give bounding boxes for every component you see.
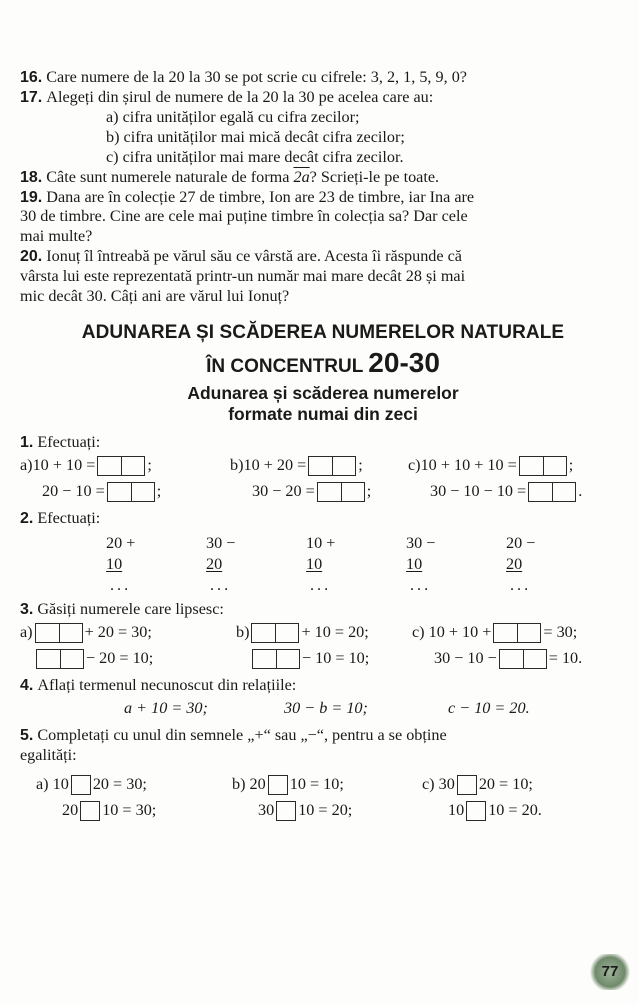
column-operation: 20 − 20 ...: [506, 533, 536, 594]
problem-19-line3: mai multe?: [20, 227, 93, 246]
problem-18: 18. Câte sunt numerele naturale de forma 2a? Scrieți-le pe toate.: [20, 167, 440, 186]
exercise-3c-sub: 30 − 10 − = 10.: [434, 648, 583, 667]
exercise-1-heading: 1. Efectuați:: [20, 432, 101, 451]
sign-box[interactable]: [466, 801, 486, 821]
answer-box[interactable]: [528, 482, 576, 502]
exercise-5b-sub: 30 10 = 20;: [258, 800, 353, 819]
answer-box[interactable]: [36, 649, 84, 669]
exercise-5-heading: 5. Completați cu unul din semnele „+“ sau „−“, pentru a se obține: [20, 725, 447, 744]
exercise-3a-sub: − 20 = 10;: [20, 649, 236, 669]
problem-17-item-b: b) cifra unităților mai mică decât cifra zecilor;: [106, 127, 405, 146]
exercise-3-heading: 3. Găsiți numerele care lipsesc:: [20, 599, 224, 618]
answer-box[interactable]: [317, 482, 365, 502]
exercise-5a: a) 10 20 = 30;: [36, 774, 147, 793]
problem-17-item-a: a) cifra unităților egală cu cifra zecilor;: [106, 107, 360, 126]
exercise-1b-sub: 30 − 20 = ;: [252, 481, 372, 500]
sign-box[interactable]: [268, 775, 288, 795]
exercise-3b: b) + 10 = 20;: [236, 622, 369, 641]
answer-box[interactable]: [519, 456, 567, 476]
exercise-2-operations: [20, 533, 626, 596]
sign-box[interactable]: [276, 801, 296, 821]
exercise-1c-sub: 30 − 10 − 10 = .: [430, 481, 583, 500]
exercise-5c-sub: 10 10 = 20.: [448, 800, 542, 819]
exercise-1c: c) 10 + 10 + 10 = ;: [408, 455, 574, 474]
equation-a: a + 10 = 30;: [124, 698, 208, 717]
answer-box[interactable]: [252, 649, 300, 669]
answer-box[interactable]: [493, 623, 541, 643]
exercise-4-heading: 4. Aflați termenul necunoscut din relațiile:: [20, 675, 297, 694]
exercise-1-row-2: [20, 479, 626, 505]
problem-20: 20. Ionuț îl întreabă pe vărul său ce vârstă are. Acesta îi răspunde că: [20, 247, 462, 266]
sign-box[interactable]: [457, 775, 477, 795]
page-number: 77: [590, 954, 630, 990]
answer-box[interactable]: [107, 482, 155, 502]
sign-box[interactable]: [80, 801, 100, 821]
equation-c: c − 10 = 20.: [448, 698, 530, 717]
exercise-3c: c) 10 + 10 + = 30;: [412, 622, 578, 641]
problem-19: 19. Dana are în colecție 27 de timbre, Ion are 23 de timbre, iar Ina are: [20, 187, 475, 206]
exercise-1b: b) 10 + 20 = ;: [230, 455, 363, 474]
problem-19-line2: 30 de timbre. Cine are cele mai puține timbre în colecția sa? Dar cele: [20, 207, 468, 226]
column-operation: 10 + 10 ...: [306, 533, 336, 594]
exercise-5-heading-line2: egalități:: [20, 745, 77, 764]
exercise-3a: a) + 20 = 30;: [20, 622, 152, 641]
exercise-5b: b) 20 10 = 10;: [232, 774, 344, 793]
column-operation: 30 − 20 ...: [206, 533, 236, 594]
problem-17: 17. Alegeți din șirul de numere de la 20 la 30 pe acelea care au:: [20, 87, 434, 106]
problem-20-line3: mic decât 30. Câți ani are vărul lui Ionuț?: [20, 287, 290, 306]
exercise-5-row-1: [20, 772, 626, 798]
exercise-1a-sub: 20 − 10 = ;: [42, 481, 162, 500]
sign-box[interactable]: [71, 775, 91, 795]
exercise-2-heading: 2. Efectuați:: [20, 508, 101, 527]
exercise-5a-sub: 20 10 = 30;: [62, 800, 157, 819]
exercise-3b-sub: − 10 = 10;: [236, 649, 412, 669]
answer-box[interactable]: [97, 456, 145, 476]
problem-16: 16. Care numere de la 20 la 30 se pot scrie cu cifrele: 3, 2, 1, 5, 9, 0?: [20, 68, 467, 86]
problem-20-line2: vârsta lui este reprezentată printr-un număr mai mare decât 28 și mai: [20, 267, 466, 286]
section-subtitle: Adunarea și scăderea numerelor: [187, 382, 459, 403]
section-title-line2: ÎN CONCENTRUL 20-30: [206, 347, 440, 379]
exercise-5c: c) 30 20 = 10;: [422, 774, 533, 793]
textbook-page: [20, 68, 626, 824]
answer-box[interactable]: [499, 649, 547, 669]
column-operation: 30 − 10 ...: [406, 533, 436, 594]
exercise-4-equations: [20, 696, 626, 722]
equation-b: 30 − b = 10;: [284, 698, 368, 717]
exercise-5-row-2: [20, 798, 626, 824]
answer-box[interactable]: [251, 623, 299, 643]
exercise-1-row-1: [20, 453, 626, 479]
answer-box[interactable]: [308, 456, 356, 476]
problem-17-item-c: c) cifra unităților mai mare decât cifra zecilor.: [106, 147, 404, 166]
section-subtitle-line2: formate numai din zeci: [228, 403, 418, 424]
section-title: ADUNAREA ȘI SCĂDEREA NUMERELOR NATURALE: [81, 322, 565, 344]
exercise-3-row-2: [20, 646, 626, 672]
answer-box[interactable]: [35, 623, 83, 643]
exercise-1a: a) 10 + 10 = ;: [20, 455, 152, 474]
exercise-3-row-1: [20, 620, 626, 646]
column-operation: 20 + 10 ...: [106, 533, 136, 594]
